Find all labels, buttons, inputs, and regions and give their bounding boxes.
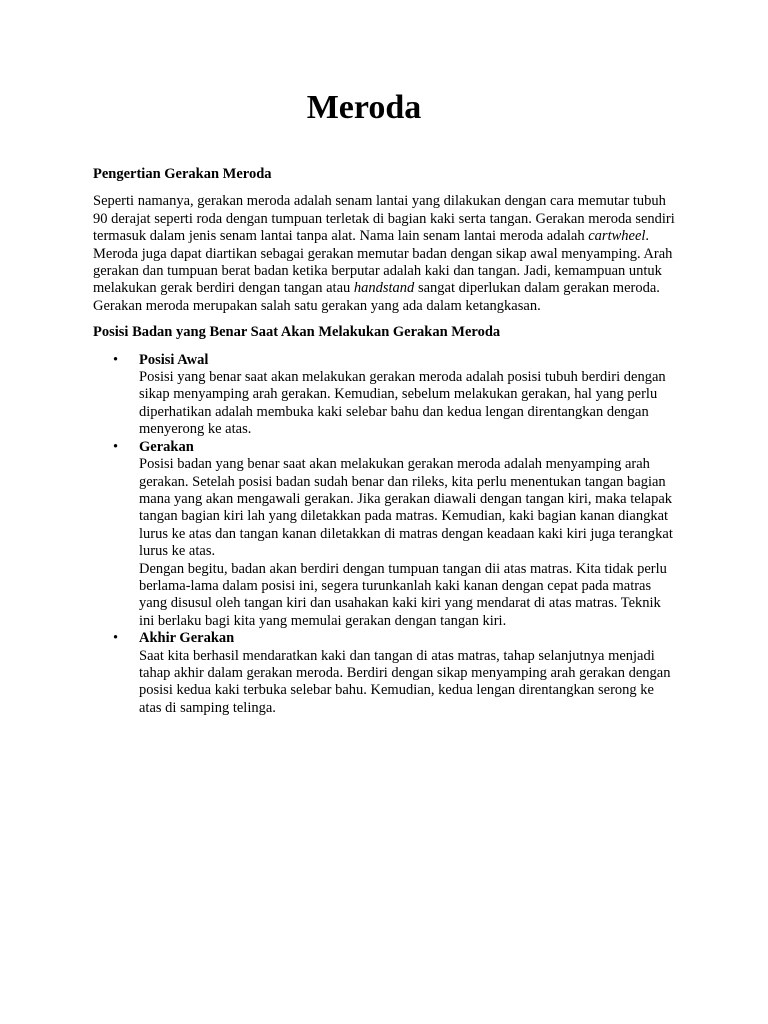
document-title: Meroda (306, 89, 422, 126)
paragraph-text: sangat diperlukan dalam gerakan meroda. Gerakan meroda merupakan salah satu gerakan yang ada dalam ketangkasan. (93, 280, 660, 314)
italic-term-handstand: handstand (353, 280, 415, 297)
document-body (93, 166, 675, 717)
list-item-text: Posisi badan yang benar saat akan melakukan gerakan meroda adalah menyamping arah gerakan. Setelah posisi badan sudah benar dan rileks, kita perlu menentukan tangan bagian mana yang akan mengawali gerakan. Jika gerakan diawali dengan tangan kiri, maka telapak tangan bagian kiri lah yang diletakkan pada matras. Kemudian, kaki bagian kanan diangkat lurus ke atas dan tangan kanan diletakkan di matras dengan keadaan kaki kiri juga terangkat lurus ke atas. (139, 456, 673, 560)
bullet-icon: • (113, 438, 119, 455)
list-item-gerakan (93, 439, 675, 630)
paragraph-text: Seperti namanya, gerakan meroda adalah senam lantai yang dilakukan dengan cara memutar tubuh 90 derajat seperti roda dengan tumpuan terletak di bagian kaki serta tangan. Gerakan meroda sendiri termasuk dalam jenis senam lantai tanpa alat. Nama lain senam lantai meroda adalah (93, 193, 675, 245)
intro-paragraph (93, 193, 675, 315)
section-heading-pengertian: Pengertian Gerakan Meroda (93, 166, 272, 182)
list-item-title: Akhir Gerakan (139, 630, 235, 647)
bullet-icon: • (113, 630, 119, 647)
list-item-posisi-awal (93, 352, 675, 439)
section-heading-posisi-badan: Posisi Badan yang Benar Saat Akan Melakukan Gerakan Meroda (93, 324, 501, 341)
bullet-list (93, 352, 675, 718)
list-item-text: Saat kita berhasil mendaratkan kaki dan tangan di atas matras, tahap selanjutnya menjadi tahap akhir dalam gerakan meroda. Berdiri dengan sikap menyamping arah gerakan dengan posisi kedua kaki terbuka selebar bahu. Kemudian, kedua lengan direntangkan serong ke atas di samping telinga. (139, 647, 671, 716)
list-item-text: Posisi yang benar saat akan melakukan gerakan meroda adalah posisi tubuh berdiri dengan sikap menyamping arah gerakan. Kemudian, sebelum melakukan gerakan, hal yang perlu diperhatikan adalah membuka kaki selebar bahu dan kedua lengan direntangkan dengan menyerong ke atas. (139, 369, 666, 438)
list-item-text: Dengan begitu, badan akan berdiri dengan tumpuan tangan dii atas matras. Kita tidak perlu berlama-lama dalam posisi ini, segera turunkanlah kaki kanan dengan cepat pada matras yang disusul oleh tangan kiri dan usahakan kaki kiri yang mendarat di atas matras. Teknik ini berlaku bagi kita yang memulai gerakan dengan tangan kiri. (139, 560, 667, 629)
paragraph-text: . Meroda juga dapat diartikan sebagai gerakan memutar badan dengan sikap awal menyamping. Arah gerakan dan tumpuan berat badan ketika berputar adalah kaki dan tangan. Jadi, kemampuan untuk melakukan gerak berdiri dengan tangan atau (93, 228, 673, 297)
italic-term-cartwheel: cartwheel (588, 228, 646, 245)
bullet-icon: • (113, 351, 119, 368)
list-item-title: Gerakan (139, 438, 194, 455)
list-item-akhir-gerakan (93, 630, 675, 717)
list-item-title: Posisi Awal (139, 351, 209, 368)
